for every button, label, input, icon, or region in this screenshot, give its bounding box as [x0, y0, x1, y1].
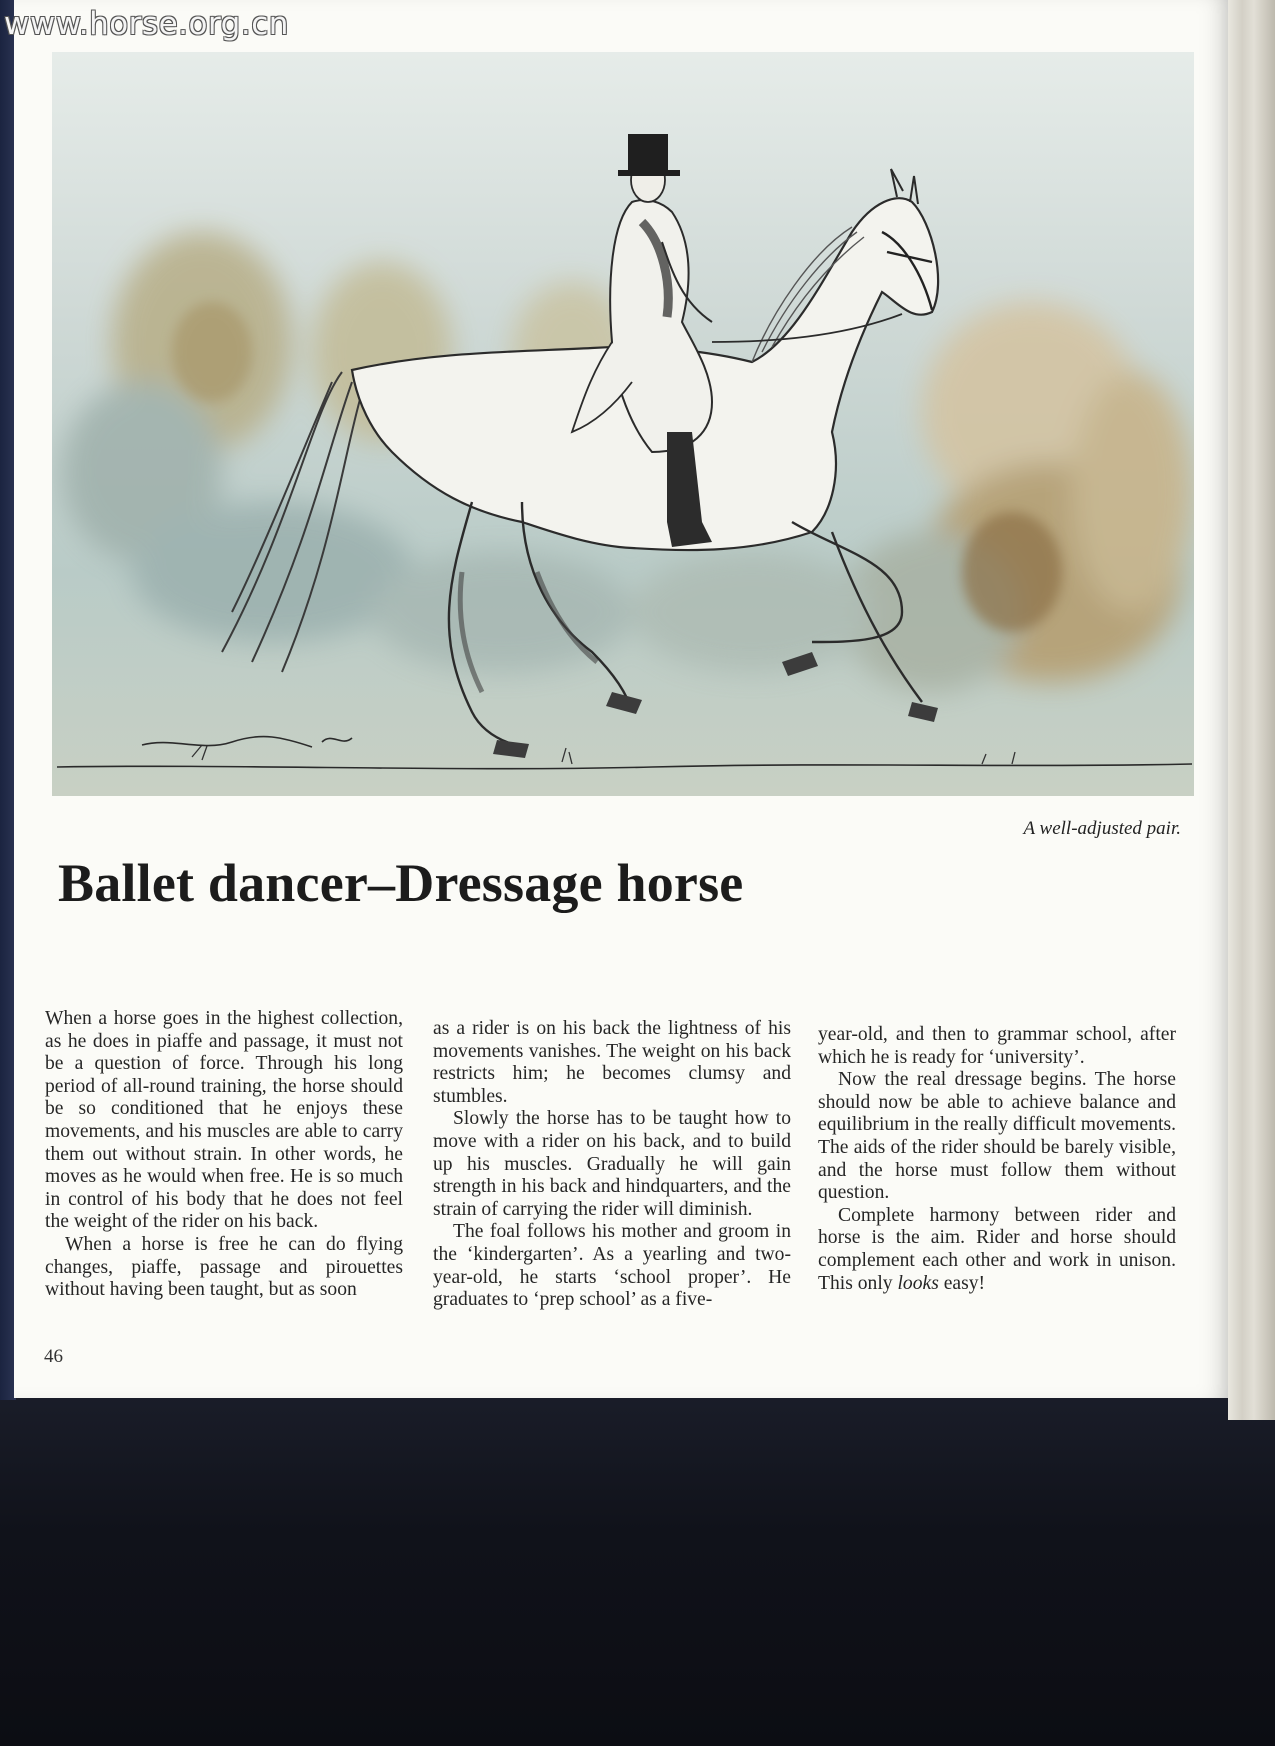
page-number: 46: [44, 1346, 63, 1367]
paragraph: as a rider is on his back the lightness of his movements vanishes. The weight on his back restricts him; he becomes clumsy and stumbles.: [433, 1018, 791, 1107]
paragraph: When a horse is free he can do flying changes, piaffe, passage and pirouettes without having been taught, but as soon: [45, 1233, 403, 1301]
text-column-1: [45, 1008, 403, 1302]
text-column-3: [818, 1024, 1176, 1295]
paragraph: The foal follows his mother and groom in the ‘kindergarten’. As a yearling and two-year-old, he starts ‘school proper’. He graduates to ‘prep school’ as a five-: [433, 1221, 791, 1311]
paragraph: When a horse goes in the highest collection, as he does in piaffe and passage, it must not be a question of force. Through his long period of all-round training, the horse should be so conditioned that he enjoys these movements, and his muscles are able to carry them out without strain. In other words, he moves as he would when free. He is so much in control of his body that he does not feel the weight of the rider on his back.: [45, 1008, 403, 1233]
watermark: www.horse.org.cn: [4, 6, 289, 42]
text-column-2: [433, 1018, 791, 1312]
page-edge: [1228, 0, 1275, 1420]
illustration-svg: [52, 52, 1194, 796]
paragraph: Slowly the horse has to be taught how to move with a rider on his back, and to build up his muscles. Gradually he will gain strength in his back and hindquarters, and the strain of carrying the rider will diminish.: [433, 1108, 791, 1220]
paragraph: year-old, and then to grammar school, after which he is ready for ‘university’.: [818, 1024, 1176, 1068]
image-caption: A well-adjusted pair.: [1023, 818, 1181, 839]
dressage-horse-illustration: [52, 52, 1194, 796]
paragraph: Complete harmony between rider and horse is the aim. Rider and horse should complement each other and work in unison. This only looks easy!: [818, 1204, 1176, 1294]
article-headline: Ballet dancer–Dressage horse: [58, 853, 744, 913]
dark-background: [0, 1392, 1275, 1746]
paragraph: Now the real dressage begins. The horse should now be able to achieve balance and equilibrium in the really difficult movements. The aids of the rider should be barely visible, and the horse must follow them without question.: [818, 1069, 1176, 1204]
